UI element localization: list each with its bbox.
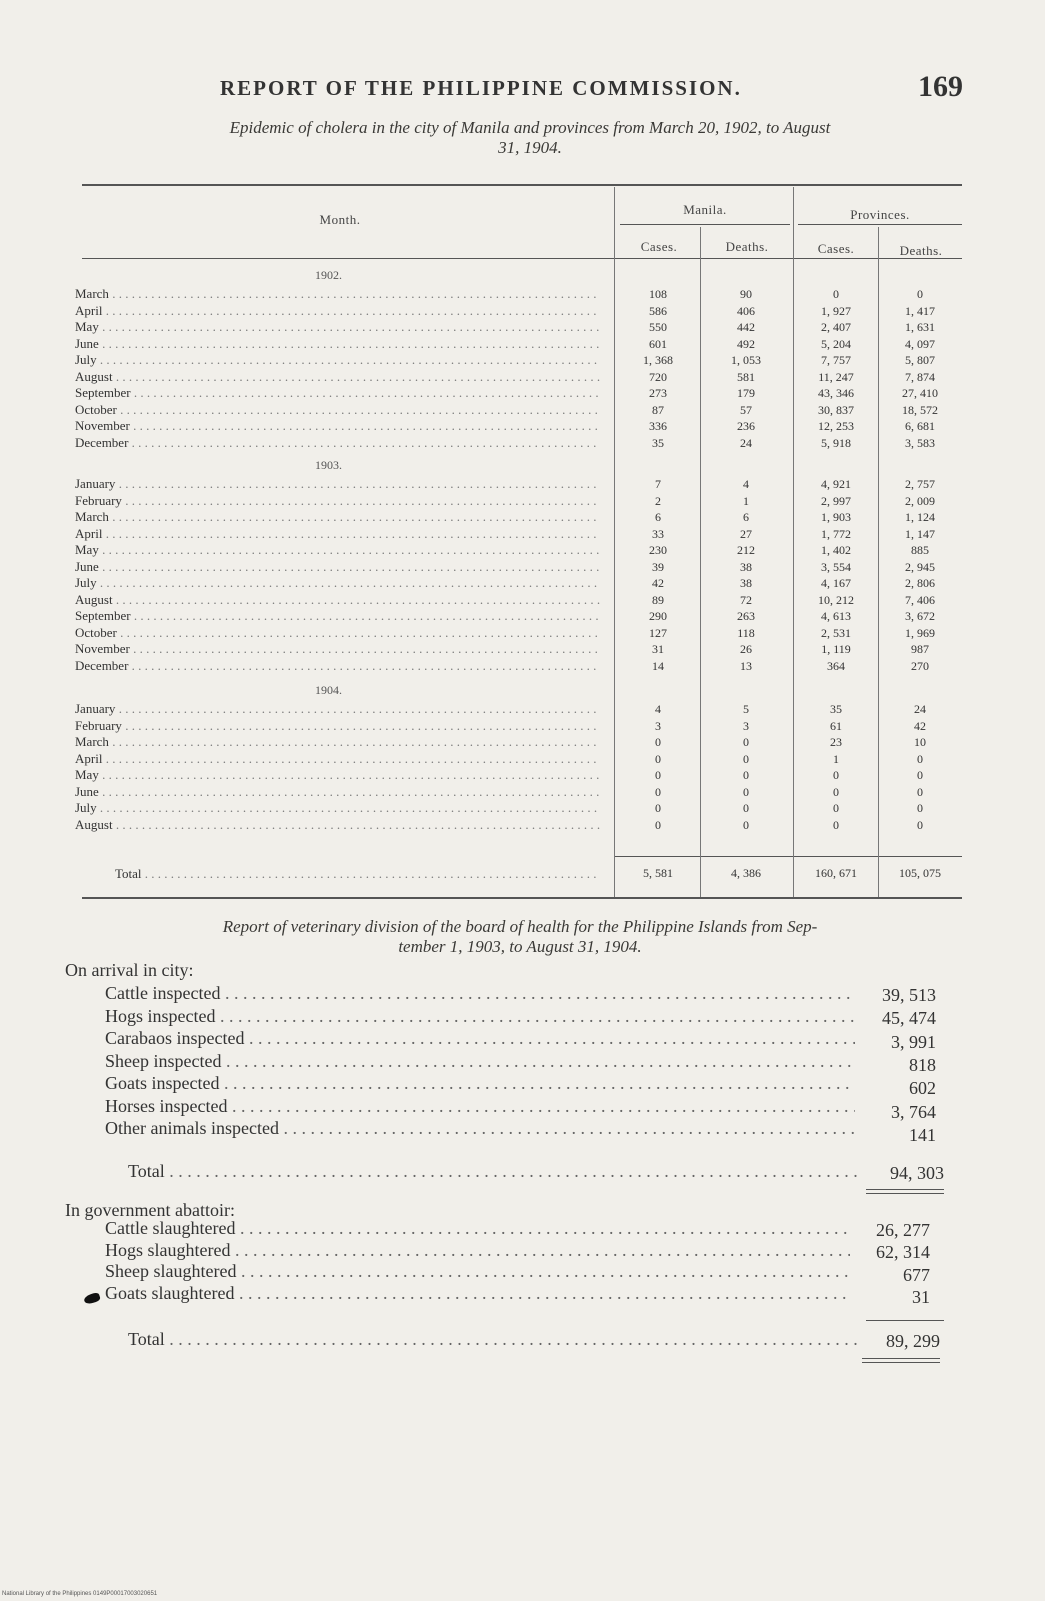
report-line-label: Carabaos inspected . . . (105, 1027, 855, 1049)
report-line-value: 141 (909, 1124, 936, 1145)
table-cell: 212 (737, 543, 755, 557)
table-cell: 2 (655, 493, 661, 508)
month-label: May . . . (75, 767, 600, 782)
table-cell: 550 (649, 320, 667, 334)
table-cell: 0 (655, 768, 661, 782)
table-cell: 492 (737, 336, 755, 351)
month-label: August . . . (75, 817, 600, 832)
column-header-manila-cases: Cases. (640, 239, 678, 254)
table-cell: 2, 997 (821, 493, 851, 508)
month-label: November . . . (75, 641, 600, 656)
report-line-value: 3, 764 (891, 1101, 936, 1122)
running-head (0, 70, 1045, 110)
abattoir-total-label: Total . . . (128, 1328, 858, 1350)
table-cell: 0 (917, 817, 923, 832)
table-cell: 0 (743, 817, 749, 832)
table-cell: 0 (833, 784, 839, 799)
column-divider (614, 187, 615, 897)
table-cell: 31 (652, 642, 664, 656)
page-number: 169 (918, 70, 963, 103)
month-label: July . . . (75, 575, 600, 590)
month-label: February . . . (75, 718, 600, 733)
caption-line: Epidemic of cholera in the city of Manila and provinces from March 20, 1902, to August (229, 118, 831, 137)
table-top-rule (82, 184, 962, 186)
year-label: 1902. (315, 268, 342, 282)
table-cell: 1, 927 (821, 303, 851, 318)
table-cell: 0 (833, 768, 839, 782)
month-label: June . . . (75, 784, 600, 799)
column-header-provinces-cases: Cases. (817, 241, 855, 256)
report-line-value: 26, 277 (876, 1220, 930, 1240)
month-label: May . . . (75, 542, 600, 557)
month-label: December . . . (75, 435, 600, 450)
table-cell: 108 (649, 287, 667, 301)
caption-line: 31, 1904. (498, 138, 562, 157)
table-cell: 3 (743, 718, 749, 733)
month-label: April . . . (75, 303, 600, 318)
month-label: October . . . (75, 625, 600, 640)
year-label: 1903. (315, 458, 342, 472)
month-label: September . . . (75, 608, 600, 623)
table-cell: 2, 945 (905, 559, 935, 574)
header-bottom-rule (82, 258, 962, 259)
report-line-label: Sheep slaughtered . . . (105, 1260, 850, 1282)
month-label: April . . . (75, 526, 600, 541)
table-cell: 24 (740, 435, 752, 450)
total-label: Total . . . (115, 866, 600, 881)
table-cell: 0 (743, 784, 749, 799)
report-line-label: Hogs slaughtered . . . (105, 1239, 850, 1261)
month-label: August . . . (75, 592, 600, 607)
table-cell: 38 (740, 559, 752, 574)
report-line-value: 818 (909, 1054, 936, 1075)
table-cell: 720 (649, 369, 667, 384)
table-cell: 42 (652, 576, 664, 590)
report-line-value: 62, 314 (876, 1242, 930, 1263)
caption-line: Report of veterinary division of the board of health for the Philippine Islands from Sep- (222, 917, 818, 936)
double-rule (866, 1189, 944, 1190)
year-label: 1904. (315, 683, 342, 697)
section-label-abattoir: In government abattoir: (65, 1200, 235, 1220)
report-line-label: Sheep inspected . . . (105, 1050, 855, 1072)
total-cell: 105, 075 (899, 866, 941, 880)
table-cell: 0 (743, 768, 749, 782)
table-cell: 1, 124 (905, 510, 935, 524)
total-cell: 4, 386 (731, 866, 761, 880)
table-cell: 14 (652, 658, 664, 673)
table-cell: 1, 368 (643, 353, 673, 367)
double-rule (862, 1358, 940, 1359)
month-label: October . . . (75, 402, 600, 417)
table-cell: 12, 253 (818, 419, 854, 433)
total-top-rule (614, 856, 962, 857)
arrival-total-value: 94, 303 (890, 1163, 944, 1183)
table-cell: 26 (740, 642, 752, 656)
cholera-table-caption (85, 118, 975, 158)
double-rule (866, 1193, 944, 1194)
group-rule-manila (620, 224, 790, 225)
table-cell: 7, 406 (905, 592, 935, 607)
table-cell: 230 (649, 543, 667, 557)
table-cell: 3, 554 (821, 559, 851, 574)
month-label: February . . . (75, 493, 600, 508)
ink-mark (83, 1292, 101, 1306)
table-cell: 0 (917, 751, 923, 766)
table-cell: 4, 613 (821, 609, 851, 623)
table-cell: 2, 407 (821, 320, 851, 334)
month-label: March . . . (75, 734, 600, 749)
report-line-label: Horses inspected . . . (105, 1095, 855, 1117)
veterinary-report-caption (70, 917, 970, 957)
table-cell: 263 (737, 609, 755, 623)
table-cell: 4 (655, 702, 661, 716)
table-cell: 89 (652, 592, 664, 607)
table-cell: 406 (737, 303, 755, 318)
table-cell: 273 (649, 386, 667, 400)
table-cell: 57 (740, 402, 752, 417)
table-cell: 1, 417 (905, 303, 935, 318)
table-cell: 87 (652, 402, 664, 417)
table-cell: 33 (652, 526, 664, 541)
table-cell: 35 (652, 435, 664, 450)
table-cell: 5, 204 (821, 336, 851, 351)
month-label: November . . . (75, 418, 600, 433)
table-cell: 0 (743, 735, 749, 749)
table-cell: 7, 874 (905, 369, 935, 384)
table-cell: 4 (743, 477, 749, 491)
column-header-provinces-deaths: Deaths. (899, 243, 943, 258)
table-cell: 13 (740, 658, 752, 673)
table-cell: 1, 772 (821, 526, 851, 541)
table-cell: 43, 346 (818, 386, 854, 400)
group-header-provinces: Provinces. (850, 207, 910, 222)
table-cell: 0 (833, 817, 839, 832)
report-line-label: Hogs inspected . . . (105, 1005, 855, 1027)
table-cell: 0 (655, 817, 661, 832)
table-cell: 0 (655, 784, 661, 799)
table-cell: 0 (917, 287, 923, 301)
table-cell: 0 (917, 768, 923, 782)
table-cell: 4, 097 (905, 336, 935, 351)
table-cell: 987 (911, 642, 929, 656)
double-rule (862, 1362, 940, 1363)
total-rule (866, 1320, 944, 1321)
column-header-manila-deaths: Deaths. (725, 239, 769, 254)
table-cell: 2, 806 (905, 576, 935, 590)
report-line-label: Other animals inspected . . . (105, 1117, 855, 1139)
report-line-value: 31 (912, 1286, 930, 1307)
table-cell: 0 (917, 801, 923, 815)
table-cell: 6, 681 (905, 419, 935, 433)
table-cell: 11, 247 (818, 369, 854, 384)
table-cell: 336 (649, 419, 667, 433)
table-cell: 24 (914, 702, 926, 716)
table-cell: 0 (655, 751, 661, 766)
table-cell: 1, 119 (821, 642, 851, 656)
group-header-manila: Manila. (683, 202, 727, 217)
arrival-total-label: Total . . . (128, 1160, 858, 1182)
column-header-month: Month. (319, 212, 361, 227)
month-label: September . . . (75, 385, 600, 400)
total-cell: 160, 671 (815, 866, 857, 880)
table-cell: 4, 167 (821, 576, 851, 590)
table-cell: 10 (914, 735, 926, 749)
table-bottom-rule (82, 897, 962, 899)
report-title: REPORT OF THE PHILIPPINE COMMISSION. (220, 76, 742, 100)
total-cell: 5, 581 (643, 866, 673, 880)
table-cell: 118 (737, 625, 755, 640)
table-cell: 1, 969 (905, 625, 935, 640)
table-cell: 90 (740, 287, 752, 301)
section-label-arrival: On arrival in city: (65, 960, 194, 980)
caption-line: tember 1, 1903, to August 31, 1904. (398, 937, 642, 956)
report-line-value: 3, 991 (891, 1031, 936, 1052)
report-line-value: 602 (909, 1078, 936, 1099)
table-cell: 6 (743, 510, 749, 524)
table-cell: 885 (911, 543, 929, 557)
report-line-value: 45, 474 (882, 1008, 936, 1029)
table-cell: 127 (649, 625, 667, 640)
table-cell: 39 (652, 559, 664, 574)
month-label: July . . . (75, 800, 600, 815)
month-label: May . . . (75, 319, 600, 334)
month-label: March . . . (75, 286, 600, 301)
table-cell: 1, 903 (821, 510, 851, 524)
table-cell: 5, 918 (821, 435, 851, 450)
table-cell: 0 (833, 287, 839, 301)
table-cell: 601 (649, 336, 667, 351)
table-cell: 23 (830, 735, 842, 749)
table-cell: 290 (649, 609, 667, 623)
column-divider (700, 227, 701, 897)
table-cell: 3 (655, 718, 661, 733)
table-cell: 236 (737, 419, 755, 433)
table-cell: 2, 009 (905, 493, 935, 508)
table-cell: 0 (655, 801, 661, 815)
table-cell: 0 (743, 801, 749, 815)
table-cell: 2, 757 (905, 477, 935, 491)
table-cell: 27 (740, 526, 752, 541)
table-cell: 3, 583 (905, 435, 935, 450)
table-cell: 1, 147 (905, 526, 935, 541)
table-cell: 10, 212 (818, 592, 854, 607)
month-label: December . . . (75, 658, 600, 673)
month-label: January . . . (75, 476, 600, 491)
month-label: June . . . (75, 559, 600, 574)
table-cell: 5, 807 (905, 353, 935, 367)
abattoir-total-value: 89, 299 (886, 1331, 940, 1351)
table-cell: 1 (833, 751, 839, 766)
table-cell: 179 (737, 386, 755, 400)
table-cell: 0 (655, 735, 661, 749)
table-cell: 1, 402 (821, 543, 851, 557)
table-cell: 72 (740, 592, 752, 607)
table-cell: 30, 837 (818, 402, 854, 417)
month-label: August . . . (75, 369, 600, 384)
month-label: January . . . (75, 701, 600, 716)
report-line-label: Goats inspected . . . (105, 1072, 855, 1094)
month-label: July . . . (75, 352, 600, 367)
report-line-label: Cattle slaughtered . . . (105, 1217, 850, 1239)
report-line-label: Goats slaughtered . . . (105, 1282, 850, 1304)
table-cell: 61 (830, 718, 842, 733)
table-cell: 581 (737, 369, 755, 384)
table-cell: 586 (649, 303, 667, 318)
table-cell: 364 (827, 658, 845, 673)
table-cell: 35 (830, 702, 842, 716)
table-cell: 7, 757 (821, 353, 851, 367)
table-cell: 27, 410 (902, 386, 938, 400)
table-cell: 0 (917, 784, 923, 799)
table-cell: 2, 531 (821, 625, 851, 640)
footer-credit: National Library of the Philippines 0149P00017003020651 (2, 1591, 158, 1597)
group-rule-provinces (798, 224, 962, 225)
table-cell: 270 (911, 658, 929, 673)
table-cell: 4, 921 (821, 477, 851, 491)
table-cell: 6 (655, 510, 661, 524)
month-label: April . . . (75, 751, 600, 766)
table-cell: 1, 053 (731, 353, 761, 367)
table-cell: 5 (743, 702, 749, 716)
report-line-value: 39, 513 (882, 985, 936, 1005)
table-cell: 1 (743, 493, 749, 508)
table-cell: 3, 672 (905, 609, 935, 623)
table-cell: 18, 572 (902, 402, 938, 417)
table-cell: 42 (914, 718, 926, 733)
table-cell: 7 (655, 477, 661, 491)
table-cell: 0 (743, 751, 749, 766)
month-label: March . . . (75, 509, 600, 524)
report-line-value: 677 (903, 1264, 930, 1285)
table-cell: 442 (737, 320, 755, 334)
report-line-label: Cattle inspected . . . (105, 982, 855, 1004)
table-cell: 1, 631 (905, 320, 935, 334)
month-label: June . . . (75, 336, 600, 351)
table-cell: 38 (740, 576, 752, 590)
table-cell: 0 (833, 801, 839, 815)
